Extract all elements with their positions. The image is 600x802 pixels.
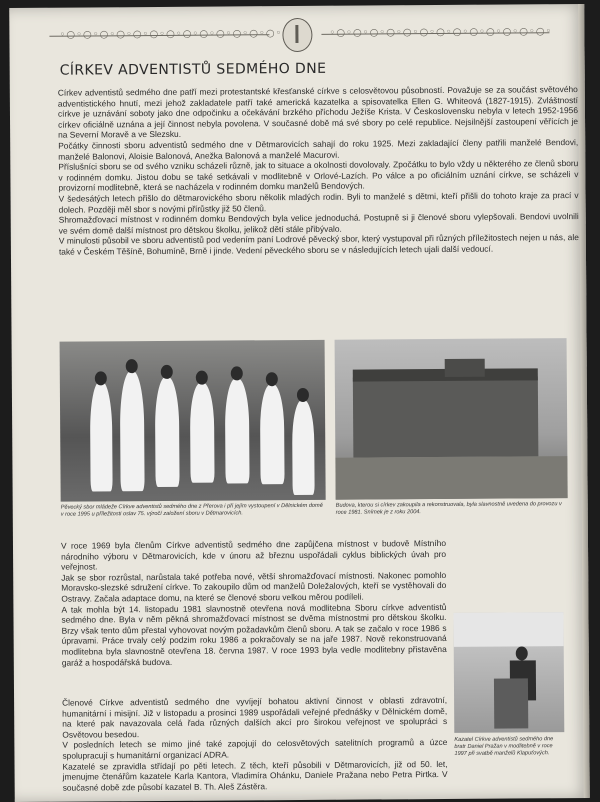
choir-singer bbox=[292, 400, 315, 495]
singer-head bbox=[196, 371, 208, 385]
paragraph: Příslušníci sboru se od svého vzniku scházeli různě, jak to situace a okolnosti dovolovaly. Zpočátku to bylo vždy u některého ze členů sboru v rodinném domku. Jistou dobu se také setkávali v modlitebně v Orlové-Lazích. Po válce a po oficiálním uznání církve, se scházeli v provizorní modlitebně, která se nacházela v rodinném domku manželů Bendových. bbox=[58, 158, 579, 194]
preacher-photo-caption: Kazatel Církve adventistů sedmého dne bratr Daniel Pražan v modlitebně v roce 1997 při svatbě manželů Klapuťových. bbox=[454, 736, 554, 757]
choir-singer bbox=[260, 384, 285, 484]
page-title: CÍRKEV ADVENTISTŮ SEDMÉHO DNE bbox=[59, 60, 327, 79]
paragraph: Kazatelé se zpravidla střídají po pěti letech. Z těch, kteří působili v Dětmarovicích, již od 50. let, jmenujme čtenářům kazatele Karla Kantora, Vladimíra Ohánku, Daniele Pražana nebo Petra Pirtka. V současné době zde působí kazatel B. Th. Aleš Zástěra. bbox=[62, 758, 448, 793]
page-edge bbox=[578, 4, 590, 798]
paragraph: V minulosti působil ve sboru adventistů pod vedením paní Lodrové pěvecký sbor, který vystupoval při různých příležitostech nejen u nás, ale také v Českém Těšíně, Bohumíně, Brně i jinde. Vedení pěveckého sboru se v následujících letech ujali další vedoucí. bbox=[58, 232, 579, 257]
choir-singer bbox=[90, 381, 113, 491]
paragraph: Církev adventistů sedmého dne patří mezi protestantské křesťanské církve s celosvětovou působností. Považuje se za součást světového adventistického hnutí, mezi jehož zakladatele patří také americká kazatelka a spisovatelka Ellen G. Whiteová (1827-1915). Zvláštností církve je uznávání soboty jako dne odpočinku a očekávání brzkého příchodu Ježíše Krista. V Československu nebyla v letech 1952-1956 církev oficiálně uznána a její činnost nebyla povolena. V současné době má své sbory po celé republice. Nejsilnější zastoupení věřících je na Severní Moravě a ve Slezsku. bbox=[57, 84, 579, 141]
choir-photo bbox=[60, 340, 326, 502]
paragraph: A tak mohla být 14. listopadu 1981 slavnostně otevřena nová modlitebna Sboru církve adventistů sedmého dne. Byla v něm pěkná shromažďovací místnost se dvěma místnostmi pro dětskou školku. Brzy však tento dům přestal vyhovovat novým požadavkům členů sboru. A tak se začalo v roce 1986 s úpravami. Práce trvaly celý podzim roku 1986 a pokračovaly se na jaře 1987. Nově rekonstruovaná modlitebna byla slavnostně otevřena 18. června 1987. V roce 1993 byla vedle modlitebny přistavěna garáž a hospodářská budova. bbox=[61, 601, 447, 668]
building bbox=[353, 376, 539, 457]
paragraph: V posledních letech se mimo jiné také zapojují do celosvětových satelitních programů a úzce spolupracují s humanitární organizací ADRA. bbox=[62, 737, 448, 761]
paragraph: Shromažďovací místnost v rodinném domku Bendových byla velice jednoduchá. Postupně si ji členové sboru vylepšovali. Bendovi uvolnili ve svém domě další místnost pro dětskou školku, jelikož dětí stále přibývalo. bbox=[58, 211, 579, 236]
choir-photo-caption: Pěvecký sbor mládeže Církve adventistů sedmého dne z Přerova i při jejím vystoupení v Dělnickém domě v roce 1995 u příležitosti oslav 75. výročí založení sboru v Dětmarovicích. bbox=[60, 502, 323, 518]
paragraph: V šedesátých letech přišlo do dětmarovického sboru několik mladých rodin. Byli to manželé s dětmi, kteří přišli do tohoto kraje za prací v dolech. Později měl sbor s novými přírůstky již 50 členů. bbox=[58, 189, 579, 215]
paragraph: V roce 1969 byla členům Církve adventistů sedmého dne zapůjčena místnost v budově Místního národního výboru v Dětmarovicích, kde v únoru až březnu uspořádali cyklus biblických úvah pro veřejnost. bbox=[60, 537, 447, 572]
prayer-house-photo-caption: Budova, kterou si církev zakoupila a rekonstruovala, byla slavnostně uvedena do provozu v roce 1981. Snímek je z roku 2004. bbox=[335, 501, 562, 516]
intro-text bbox=[58, 84, 579, 257]
activities-text bbox=[62, 695, 448, 793]
paragraph: Počátky činnosti sboru adventistů sedmého dne v Dětmarovicích sahají do roku 1925. Mezi zakladající členy patřili manželé Bendovi, manželé Balonovi, Aloisie Balonová, Anežka Balonová a manželé Macurovi. bbox=[58, 137, 579, 162]
singer-head bbox=[126, 359, 138, 373]
ornament-pattern-left: ◦○◦○◦○◦○◦○◦○◦○◦○◦○◦○◦○◦○◦○◦ bbox=[59, 28, 283, 41]
singer-head bbox=[231, 366, 243, 380]
paragraph: Jak se sbor rozrůstal, narůstala také potřeba nové, větší shromažďovací místnosti. Nakonec pomohlo Moravsko-slezské sdružení církve. To zakoupilo dům od manželů Doležalových, kteří se vystěhovali do Ostravy. Začala adaptace domu, na které se členové sboru velkou měrou podíleli. bbox=[61, 569, 447, 604]
banner bbox=[453, 612, 563, 647]
village-emblem-icon bbox=[282, 18, 312, 52]
building-upper-floor bbox=[445, 359, 485, 377]
preacher-photo bbox=[453, 612, 564, 733]
choir-singer bbox=[155, 377, 180, 487]
choir-singer bbox=[225, 378, 250, 483]
history-text bbox=[61, 538, 447, 668]
header-ornament bbox=[49, 16, 553, 53]
singer-head bbox=[297, 388, 309, 402]
ornament-pattern-right: ◦○◦○◦○◦○◦○◦○◦○◦○◦○◦○◦○◦○◦○◦ bbox=[329, 26, 553, 39]
paragraph: Členové Církve adventistů sedmého dne vyvíjejí bohatou aktivní činnost v oblasti zdravotní, humanitární i misijní. Již v listopadu a prosinci 1989 uspořádali veřejné přednášky v Dělnickém domě, na které pak navazovala celá řada různých dalších akcí pro širokou veřejnost ve spolupráci s Osvětovou besedou. bbox=[62, 694, 448, 740]
preacher-head bbox=[516, 646, 528, 660]
singer-head bbox=[266, 372, 278, 386]
lectern bbox=[494, 678, 528, 728]
singer-head bbox=[95, 371, 107, 385]
choir-singer bbox=[120, 371, 145, 491]
choir-singer bbox=[190, 383, 215, 483]
singer-head bbox=[161, 365, 173, 379]
book-page bbox=[9, 4, 590, 802]
prayer-house-photo bbox=[335, 338, 568, 500]
lawn bbox=[335, 456, 567, 500]
